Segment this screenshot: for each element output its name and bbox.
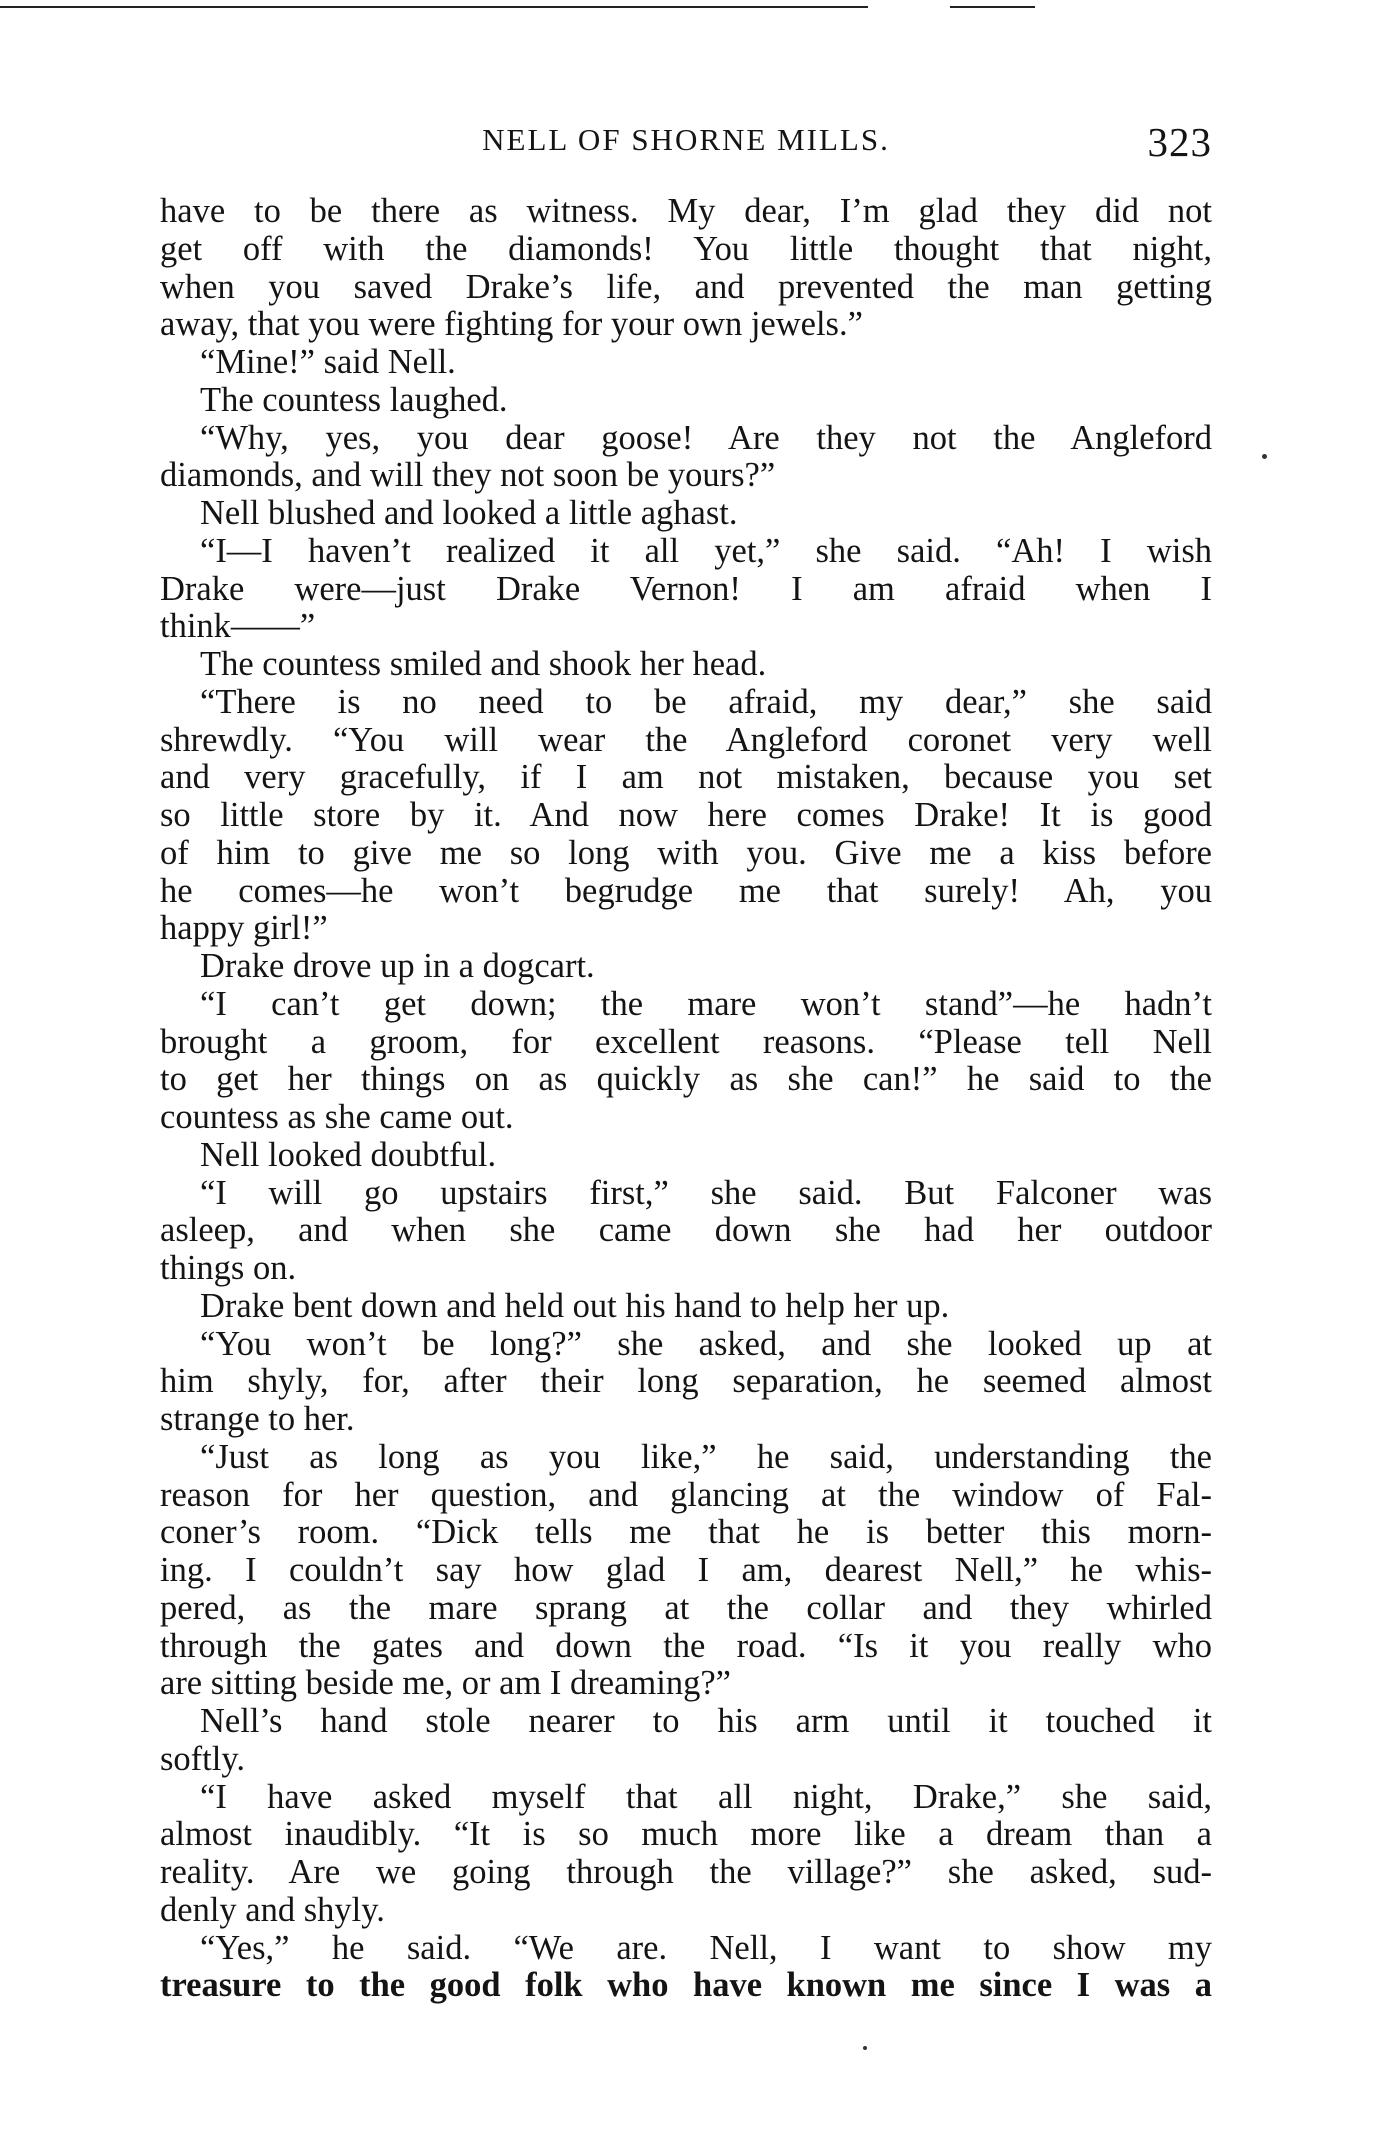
text-line: things on. <box>160 1249 297 1287</box>
top-border-rule-fragment <box>950 6 1035 8</box>
running-title: NELL OF SHORNE MILLS. <box>482 122 890 157</box>
text-line: softly. <box>160 1739 245 1778</box>
text-line: Nell blushed and looked a little aghast. <box>200 494 738 532</box>
text-line: “I—I haven’t realized it all yet,” she said. “Ah! I wish <box>200 531 1212 570</box>
text-line: ing. I couldn’t say how glad I am, dearest Nell,” he whis- <box>160 1551 1212 1589</box>
text-line: him shyly, for, after their long separation, he seemed almost <box>160 1362 1212 1401</box>
print-speck <box>1262 454 1267 459</box>
text-line: The countess laughed. <box>200 380 508 419</box>
text-line: The countess smiled and shook her head. <box>200 645 767 683</box>
top-border-rule <box>0 6 868 8</box>
text-line: diamonds, and will they not soon be yours?” <box>160 456 776 495</box>
text-line: have to be there as witness. My dear, I’m glad they did not <box>160 192 1212 230</box>
text-line: pered, as the mare sprang at the collar and they whirled <box>160 1588 1212 1627</box>
text-line: reason for her question, and glancing at the window of Fal- <box>160 1475 1212 1514</box>
text-line: Nell’s hand stole nearer to his arm until it touched it <box>200 1702 1212 1740</box>
text-line: countess as she came out. <box>160 1098 514 1136</box>
text-line: brought a groom, for excellent reasons. “Please tell Nell <box>160 1022 1212 1061</box>
print-speck <box>863 2046 867 2050</box>
text-line: almost inaudibly. “It is so much more like a dream than a <box>160 1815 1212 1854</box>
text-line: of him to give me so long with you. Give me a kiss before <box>160 833 1212 872</box>
text-line: are sitting beside me, or am I dreaming?” <box>160 1664 731 1703</box>
text-line: Drake bent down and held out his hand to help her up. <box>200 1286 950 1325</box>
text-line: denly and shyly. <box>160 1890 385 1929</box>
text-line: shrewdly. “You will wear the Angleford coronet very well <box>160 720 1212 759</box>
text-line: “Yes,” he said. “We are. Nell, I want to show my <box>200 1928 1212 1967</box>
text-line: coner’s room. “Dick tells me that he is better this morn- <box>160 1513 1212 1552</box>
text-line: think——” <box>160 607 316 646</box>
text-line: through the gates and down the road. “Is it you really who <box>160 1626 1212 1665</box>
text-line: reality. Are we going through the village?” she asked, sud- <box>160 1853 1212 1891</box>
text-line: “You won’t be long?” she asked, and she looked up at <box>200 1324 1212 1363</box>
text-line: and very gracefully, if I am not mistaken, because you set <box>160 758 1212 797</box>
page-header <box>160 118 1212 168</box>
text-line: get off with the diamonds! You little thought that night, <box>160 229 1212 268</box>
text-line: “I have asked myself that all night, Drake,” she said, <box>200 1777 1212 1816</box>
text-line: “I will go upstairs first,” she said. But Falconer was <box>200 1173 1212 1212</box>
text-line: “Mine!” said Nell. <box>200 343 456 381</box>
text-line: strange to her. <box>160 1400 355 1438</box>
text-line: Nell looked doubtful. <box>200 1135 497 1174</box>
body-text <box>160 193 1212 2005</box>
page-number: 323 <box>1147 119 1212 165</box>
text-line: so little store by it. And now here comes Drake! It is good <box>160 796 1212 834</box>
text-line: “Just as long as you like,” he said, understanding the <box>200 1437 1212 1476</box>
text-line: he comes—he won’t begrudge me that surely! Ah, you <box>160 871 1212 910</box>
text-line: “I can’t get down; the mare won’t stand”—he hadn’t <box>200 984 1212 1023</box>
text-line: “There is no need to be afraid, my dear,” she said <box>200 682 1212 721</box>
text-line: when you saved Drake’s life, and prevented the man getting <box>160 267 1212 306</box>
text-line: away, that you were fighting for your own jewels.” <box>160 305 863 344</box>
text-line: Drake drove up in a dogcart. <box>200 947 595 985</box>
text-line: asleep, and when she came down she had her outdoor <box>160 1211 1212 1250</box>
text-line: to get her things on as quickly as she can!” he said to the <box>160 1060 1212 1099</box>
text-line: treasure to the good folk who have known me since I was a <box>160 1966 1212 2005</box>
text-line: happy girl!” <box>160 909 328 948</box>
text-line: “Why, yes, you dear goose! Are they not the Angleford <box>200 418 1212 457</box>
text-line: Drake were—just Drake Vernon! I am afraid when I <box>160 569 1212 608</box>
